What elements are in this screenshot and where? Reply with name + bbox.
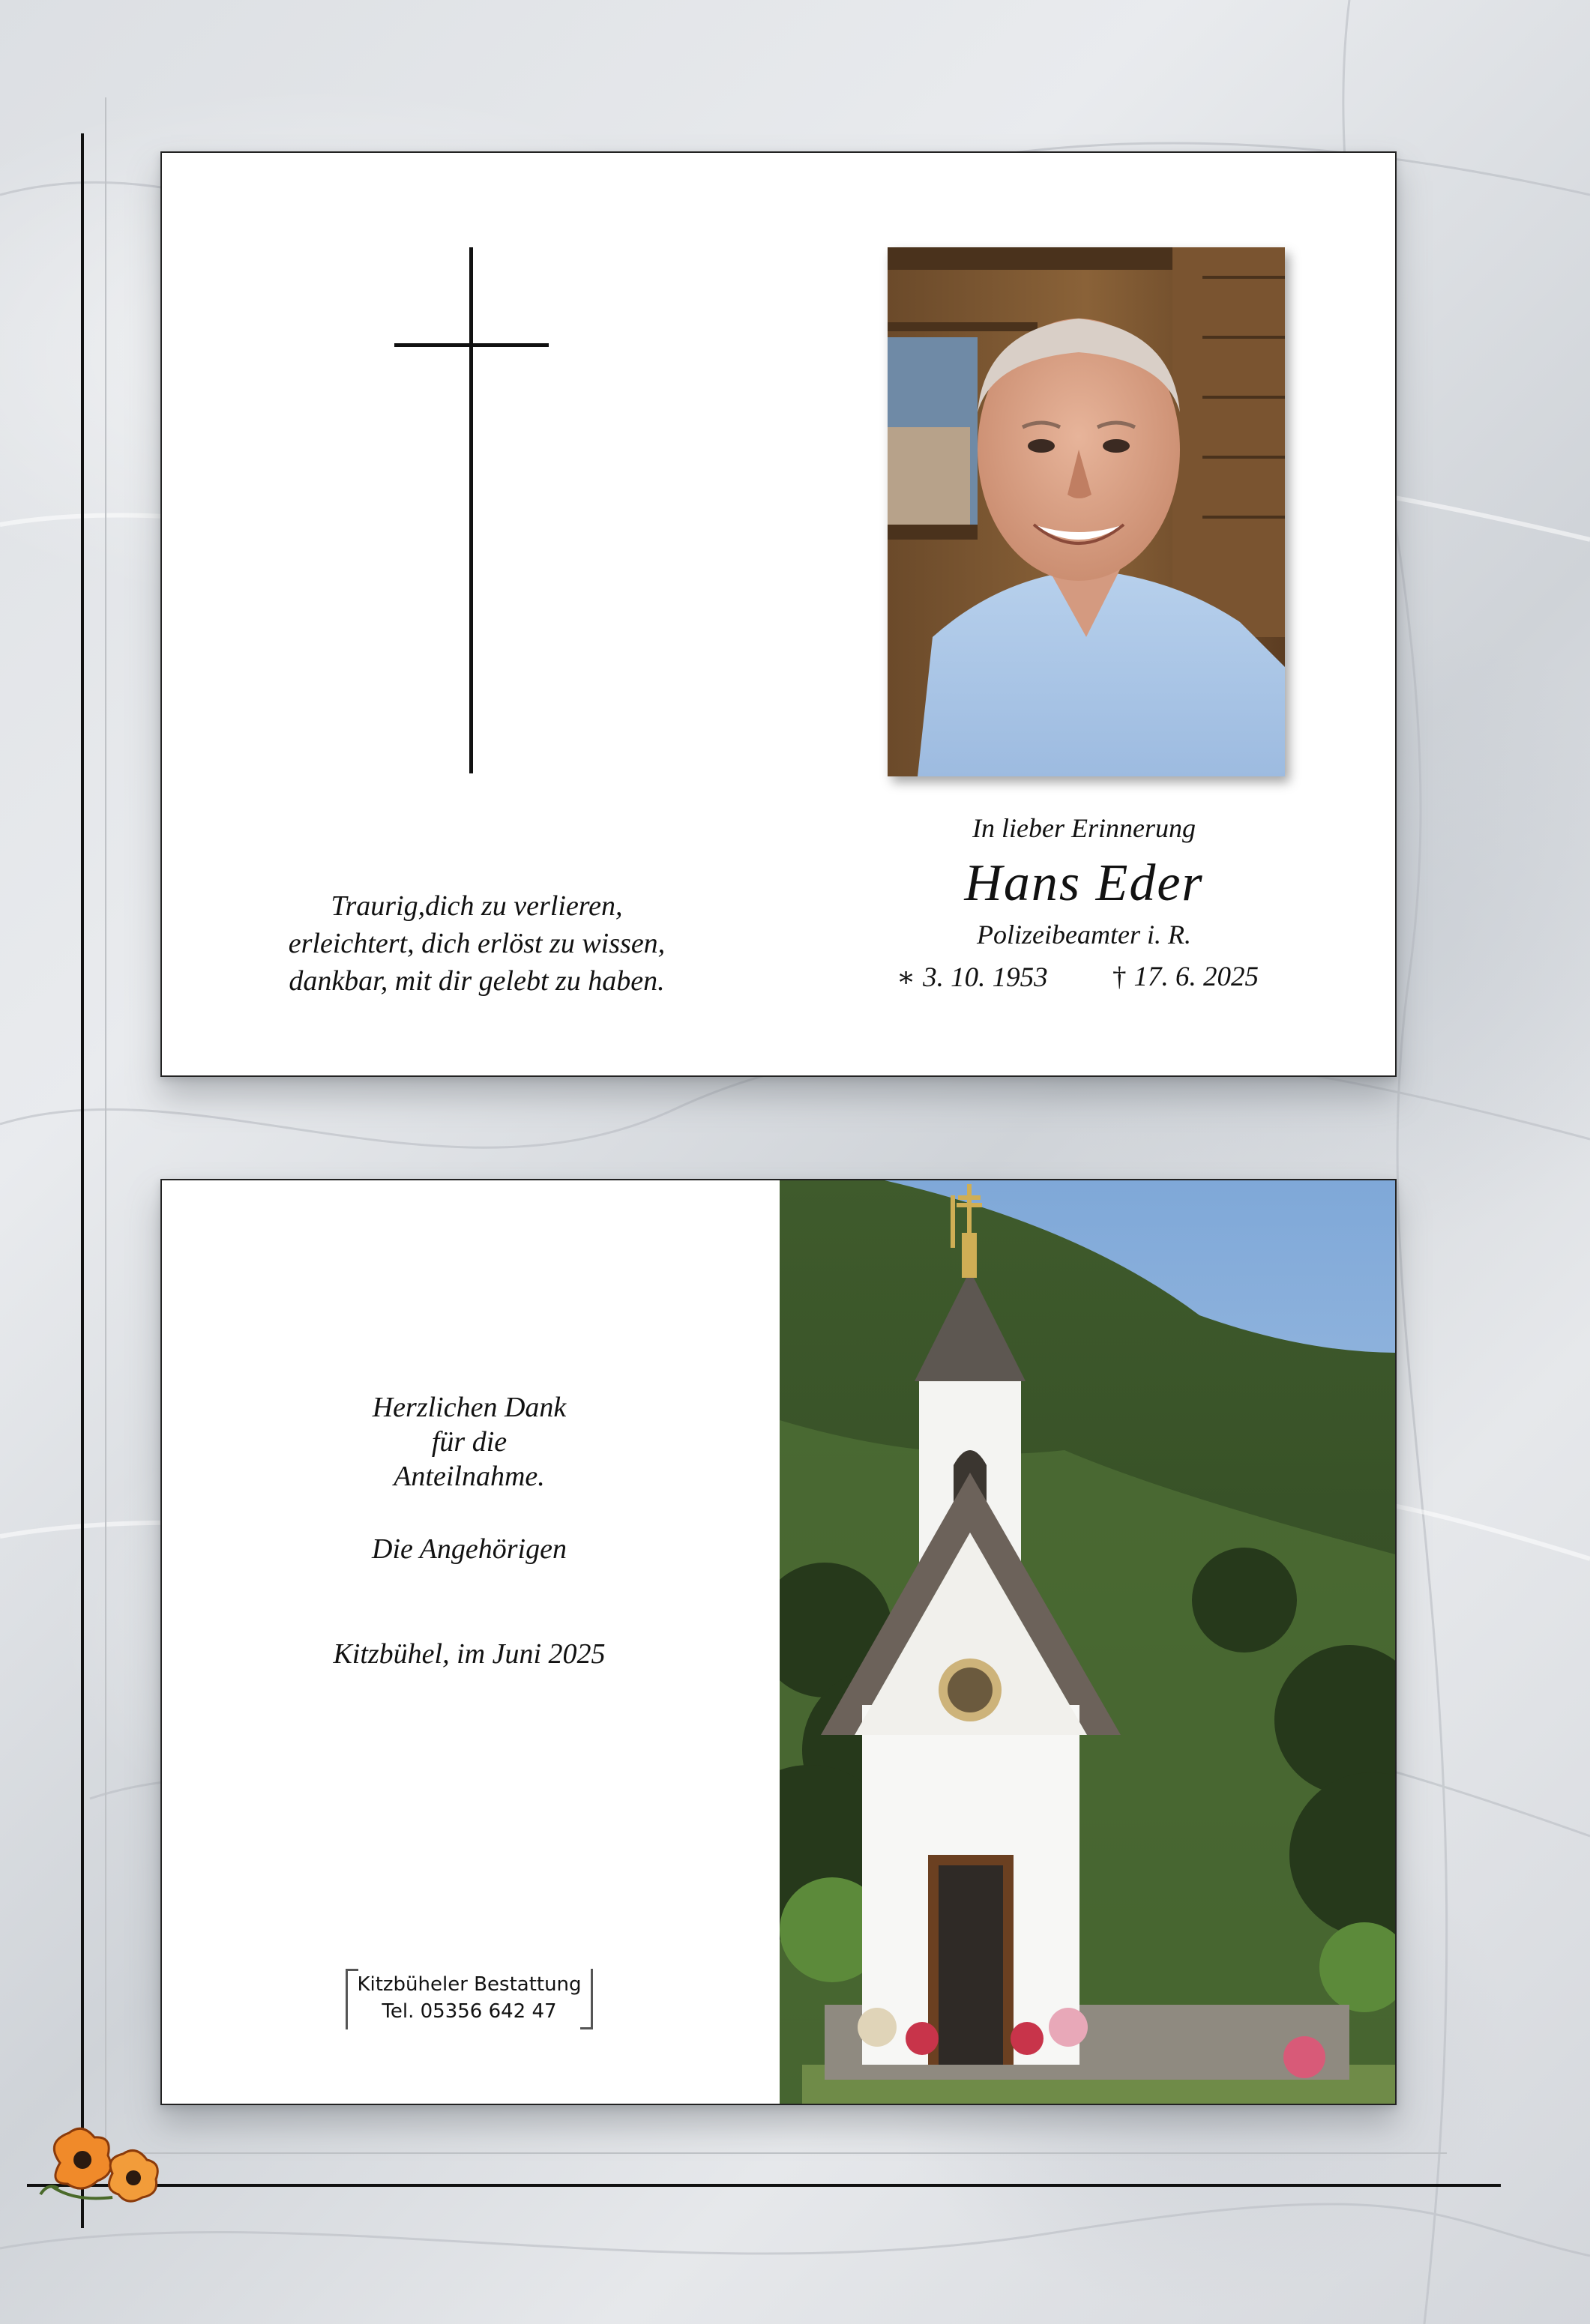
relatives-signature: Die Angehörigen <box>372 1533 567 1565</box>
birth-date: 3. 10. 1953 <box>923 962 1048 993</box>
undertaker-stamp <box>346 1969 593 2029</box>
undertaker-phone: Tel. 05356 642 47 <box>382 2000 557 2023</box>
frame-line-bottom-grey <box>127 2152 1447 2154</box>
deceased-name: Hans Eder <box>964 854 1204 912</box>
death-cross-icon: † <box>1112 962 1127 992</box>
quote-line-3: dankbar, mit dir gelebt zu haben. <box>289 965 665 997</box>
quote-line-2: erleichtert, dich erlöst zu wissen, <box>288 928 666 959</box>
thanks-line-3: Anteilnahme. <box>394 1461 545 1492</box>
quote-line-1: Traurig,dich zu verlieren, <box>331 890 623 922</box>
undertaker-name: Kitzbüheler Bestattung <box>357 1973 582 1996</box>
in-memory-heading: In lieber Erinnerung <box>972 813 1196 843</box>
thanks-line-2: für die <box>431 1426 508 1458</box>
parte-card-back <box>160 1179 1397 2105</box>
thanks-line-1: Herzlichen Dank <box>372 1392 567 1423</box>
deceased-profession: Polizeibeamter i. R. <box>977 920 1191 950</box>
chapel-photo <box>780 1180 1397 2105</box>
thanks-message <box>207 1390 732 1494</box>
death-date: 17. 6. 2025 <box>1133 962 1259 992</box>
frame-line-left-grey <box>105 97 106 2173</box>
parte-card-front <box>160 151 1397 1077</box>
place-and-date: Kitzbühel, im Juni 2025 <box>333 1638 606 1670</box>
frame-line-bottom <box>27 2184 1501 2187</box>
portrait-photo <box>888 247 1285 776</box>
poppy-flowers-icon <box>30 2119 172 2209</box>
death-date-group <box>1112 961 1259 993</box>
memorial-quote <box>229 887 724 1000</box>
frame-line-left <box>81 133 84 2228</box>
birth-date-group <box>897 961 1048 994</box>
birth-star-icon: ∗ <box>897 962 916 993</box>
